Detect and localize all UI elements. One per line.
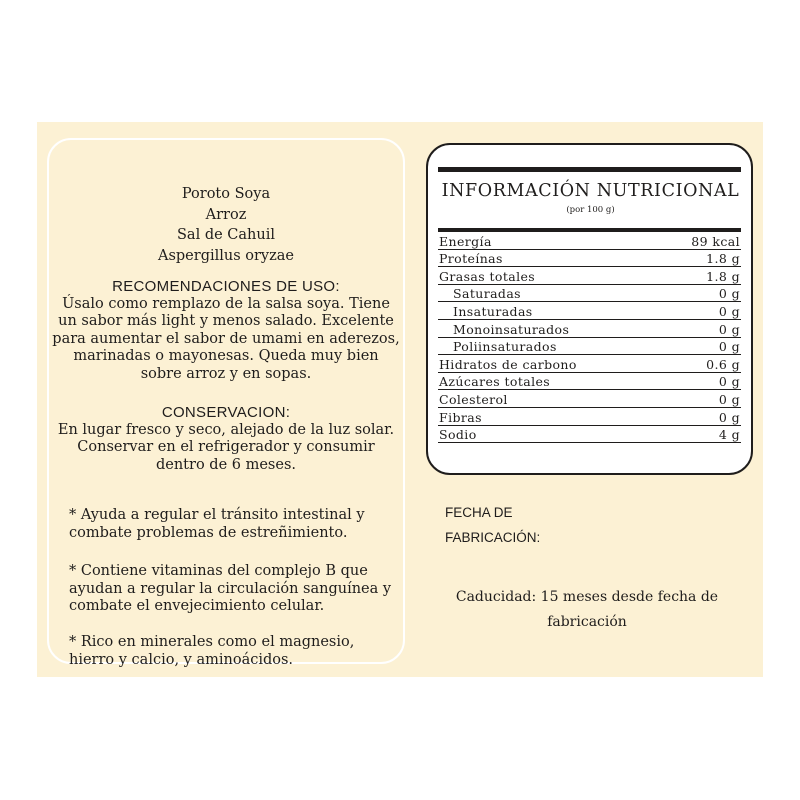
nutrient-name: Energía (439, 233, 492, 249)
nutrient-name: Monoinsaturados (453, 321, 570, 337)
benefit-line: combate el envejecimiento celular. (69, 598, 325, 614)
nutrient-value: 0 g (718, 339, 740, 355)
nutrient-name: Proteínas (439, 251, 503, 267)
recommendations-section (49, 278, 403, 383)
nutrient-name: Saturadas (453, 286, 521, 302)
nutrient-name: Grasas totales (439, 268, 536, 284)
nutrient-value: 1.8 g (706, 251, 740, 267)
nutrition-title: INFORMACIÓN NUTRICIONAL (441, 181, 740, 201)
nutrient-value: 4 g (718, 427, 740, 443)
benefit-line: hierro y calcio, y aminoácidos. (69, 651, 294, 668)
expiry-line: fabricación (547, 614, 627, 630)
nutrient-value: 1.8 g (706, 268, 740, 284)
nutrition-row (438, 250, 741, 268)
nutrition-row (438, 408, 741, 426)
nutrient-value: 0 g (718, 391, 740, 407)
nutrition-facts-panel (426, 143, 753, 475)
recommendations-line: Úsalo como remplazo de la salsa soya. Tiene (62, 295, 390, 312)
nutrient-value: 0 g (718, 321, 740, 337)
nutrient-value: 0 g (718, 303, 740, 319)
nutrition-row (438, 302, 741, 320)
nutrient-name: Sodio (439, 427, 477, 443)
nutrition-row (438, 390, 741, 408)
nutrient-value: 0 g (718, 286, 740, 302)
manufacture-date-label: FABRICACIÓN: (445, 530, 541, 545)
description-panel (47, 138, 405, 668)
expiry-note (442, 585, 732, 635)
nutrient-name: Insaturadas (453, 303, 533, 319)
conservation-line: En lugar fresco y seco, alejado de la luz solar. (57, 421, 395, 438)
nutrient-value: 0 g (718, 409, 740, 425)
recommendations-line: un sabor más light y menos salado. Excelente (58, 313, 394, 329)
nutrient-name: Poliinsaturados (453, 339, 557, 355)
nutrition-row (438, 232, 741, 250)
nutrition-row (438, 338, 741, 356)
ingredient-item: Aspergillus oryzae (157, 247, 294, 264)
expiry-line: Caducidad: 15 meses desde fecha de (455, 589, 719, 605)
nutrition-row (438, 267, 741, 285)
recommendations-heading: RECOMENDACIONES DE USO: (112, 278, 340, 295)
benefit-item (69, 563, 399, 616)
recommendations-line: marinadas o mayonesas. Queda muy bien (73, 348, 379, 364)
benefit-line: * Contiene vitaminas del complejo B que (69, 563, 368, 579)
benefit-line: combate problemas de estreñimiento. (69, 524, 348, 541)
nutrient-value: 0.6 g (706, 356, 740, 372)
benefit-item (69, 507, 399, 542)
nutrition-subtitle: (por 100 g) (566, 205, 615, 215)
nutrition-row (438, 285, 741, 303)
ingredient-item: Arroz (205, 206, 247, 223)
conservation-section (49, 404, 403, 474)
recommendations-line: para aumentar el sabor de umami en aderezos, (52, 330, 400, 347)
nutrition-row (438, 373, 741, 391)
nutrient-value: 0 g (718, 374, 740, 390)
manufacture-date-field (445, 500, 540, 550)
nutrition-top-rule (438, 167, 741, 172)
benefit-line: ayudan a regular la circulación sanguínea y (69, 580, 392, 597)
nutrition-row (438, 355, 741, 373)
nutrition-row (438, 320, 741, 338)
benefit-item (69, 634, 399, 669)
nutrition-table (438, 232, 741, 443)
manufacture-date-label: FECHA DE (445, 505, 513, 520)
nutrition-row (438, 426, 741, 444)
conservation-line: dentro de 6 meses. (155, 456, 296, 473)
nutrient-name: Colesterol (439, 391, 508, 407)
nutrient-name: Fibras (439, 409, 482, 425)
conservation-heading: CONSERVACION: (161, 404, 291, 421)
benefit-line: * Rico en minerales como el magnesio, (69, 634, 355, 650)
nutrient-name: Azúcares totales (439, 374, 551, 390)
conservation-line: Conservar en el refrigerador y consumir (77, 439, 375, 455)
nutrient-name: Hidratos de carbono (439, 356, 577, 372)
ingredient-item: Sal de Cahuil (177, 227, 275, 243)
nutrient-value: 89 kcal (691, 233, 740, 249)
product-label (37, 122, 763, 677)
ingredients-list (49, 184, 403, 266)
ingredient-item: Poroto Soya (181, 186, 271, 202)
recommendations-line: sobre arroz y en sopas. (140, 365, 312, 382)
benefit-line: * Ayuda a regular el tránsito intestinal y (69, 507, 365, 523)
